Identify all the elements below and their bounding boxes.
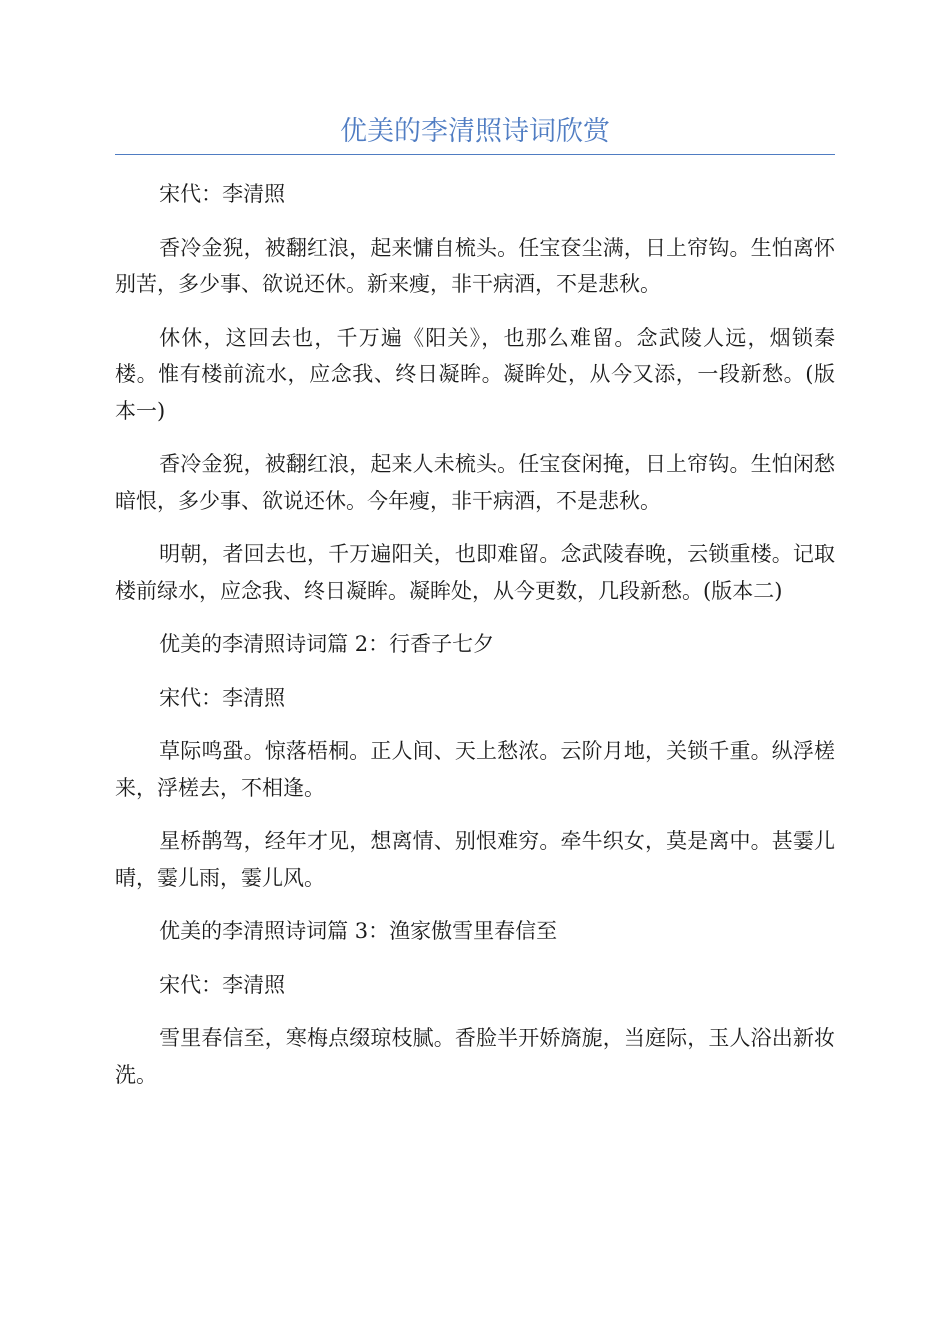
- paragraph-author: 宋代：李清照: [159, 182, 286, 206]
- document-title: 优美的李清照诗词欣赏: [340, 116, 610, 147]
- paragraph-poem: 星桥鹊驾，经年才见，想离情、别恨难穷。牵牛织女，莫是离中。甚霎儿晴，霎儿雨，霎儿风。: [115, 829, 835, 890]
- section-heading: 优美的李清照诗词篇 3：渔家傲雪里春信至: [159, 919, 558, 943]
- paragraph-author: 宋代：李清照: [159, 685, 286, 710]
- paragraph-poem: 明朝，者回去也，千万遍阳关，也即难留。念武陵春晚，云锁重楼。记取楼前绿水，应念我、终日凝眸。凝眸处，从今更数，几段新愁。(版本二): [115, 542, 835, 603]
- title-underline: [115, 154, 835, 155]
- paragraph-author: 宋代：李清照: [159, 972, 286, 997]
- paragraph-poem: 香冷金猊，被翻红浪，起来人未梳头。任宝奁闲掩，日上帘钩。生怕闲愁暗恨，多少事、欲说还休。今年瘦，非干病酒，不是悲秋。: [115, 452, 835, 513]
- document-body: [115, 176, 835, 1110]
- paragraph-poem: 草际鸣蛩。惊落梧桐。正人间、天上愁浓。云阶月地，关锁千重。纵浮槎来，浮槎去，不相逢。: [115, 739, 835, 800]
- paragraph-poem: 香冷金猊，被翻红浪，起来慵自梳头。任宝奁尘满，日上帘钩。生怕离怀别苦，多少事、欲说还休。新来瘦，非干病酒，不是悲秋。: [115, 235, 835, 296]
- section-heading: 优美的李清照诗词篇 2：行香子七夕: [159, 632, 495, 656]
- paragraph-poem: 休休，这回去也，千万遍《阳关》，也那么难留。念武陵人远，烟锁秦楼。惟有楼前流水，应念我、终日凝眸。凝眸处，从今又添，一段新愁。(版本一): [115, 325, 835, 423]
- paragraph-poem: 雪里春信至，寒梅点缀琼枝腻。香脸半开娇旖旎，当庭际，玉人浴出新妆洗。: [115, 1026, 835, 1087]
